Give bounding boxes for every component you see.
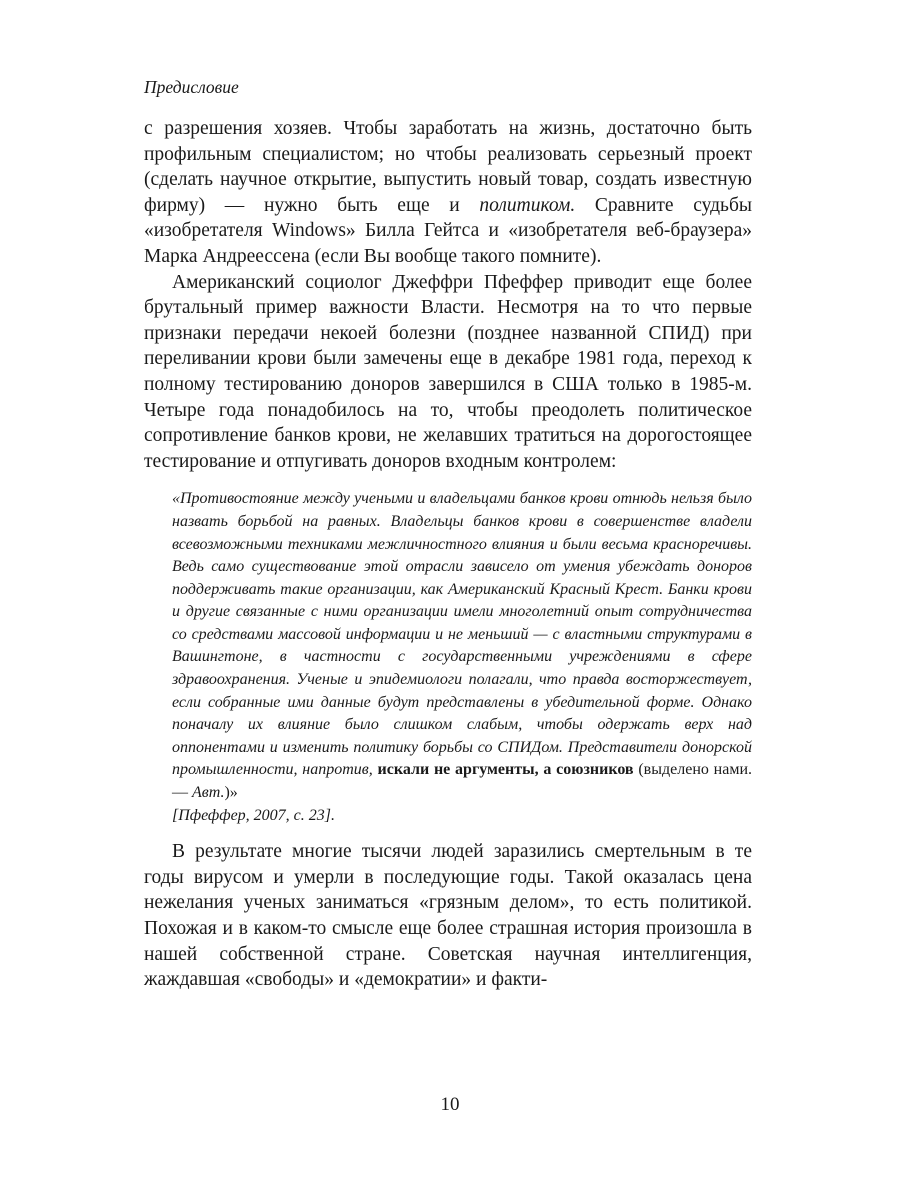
page-content xyxy=(144,74,752,993)
paragraph-1-text-b: Сравните судьбы «изобретателя Windows» Билла Гейтса и «изобретателя веб-браузера» Марка Андреессена (если Вы вообще такого помните). xyxy=(144,194,752,267)
paragraph-1-emphasis: политиком. xyxy=(479,194,576,216)
quote-upright-note: (выделено нами. — xyxy=(172,761,753,802)
paragraph-3: В результате многие тысячи людей заразились смертельным в те годы вирусом и умерли в последующие годы. Такой оказалась цена нежелания ученых заниматься «грязным делом», то есть политикой. Похожая и в каком-то смысле еще более страшная история произошла в нашей собственной стране. Советская научная интеллигенция, жаждавшая «свободы» и «демократии» и факти- xyxy=(144,841,752,991)
quote-text: «Противостояние между учеными и владельцами банков крови отнюдь нельзя было назвать борьбой на равных. Владельцы банков крови в совершенстве владели всевозможными техниками межличностного влияния и были весьма красноречивы. Ведь само существование этой отрасли зависело от умения убеждать доноров поддерживать такие организации, как Американский Красный Крест. Банки крови и другие связанные с ними организации имели многолетний опыт сотрудничества со средствами массовой информации и не меньший — с властными структурами в Вашингтоне, в частности с государственными учреждениями в сфере здравоохранения. Ученые и эпидемиологи полагали, что правда восторжествует, если собранные ими данные будут представлены в убедительной форме. Однако поначалу их влияние было слишком слабым, чтобы одержать верх над оппонентами и изменить политику борьбы со СПИДом. Представители донорской промышленности, напротив, xyxy=(172,490,752,779)
block-quote xyxy=(172,488,752,827)
quote-close: )» xyxy=(224,784,238,802)
running-head: Предисловие xyxy=(144,77,239,97)
quote-citation: [Пфеффер, 2007, с. 23]. xyxy=(172,806,335,824)
paragraph-1 xyxy=(144,116,752,270)
quote-author-abbrev: Авт. xyxy=(192,784,225,802)
quote-bold-phrase: искали не аргументы, а союзников xyxy=(377,761,634,779)
page-number: 10 xyxy=(440,1094,460,1115)
paragraph-2: Американский социолог Джеффри Пфеффер приводит еще более брутальный пример важности Власти. Несмотря на то что первые признаки передачи некоей болезни (позднее названной СПИД) при переливании крови были замечены еще в декабре 1981 года, переход к полному тестированию доноров завершился в США только в 1985-м. Четыре года понадобилось на то, чтобы преодолеть политическое сопротивление банков крови, не желавших тратиться на дорогостоящее тестирование и отпугивать доноров входным контролем: xyxy=(144,271,752,472)
paragraph-1-text-a: с разрешения хозяев. Чтобы заработать на жизнь, достаточно быть профильным специалистом; но чтобы реализовать серьезный проект (сделать научное открытие, выпустить новый товар, создать известную фирму) — нужно быть еще и xyxy=(144,118,752,216)
